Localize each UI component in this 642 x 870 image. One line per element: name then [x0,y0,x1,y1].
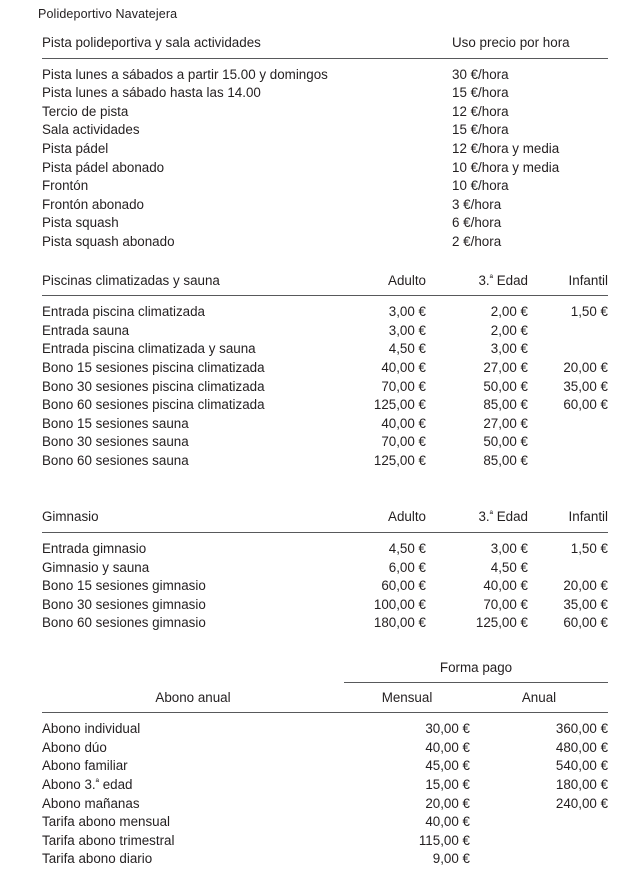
row-value [528,452,608,471]
row-value: 50,00 € [483,434,528,450]
section-divider [38,470,606,508]
row-label: Bono 60 sesiones piscina climatizada [42,397,265,413]
row-label: Pista lunes a sábado hasta las 14.00 [42,85,261,101]
table-row [42,850,608,869]
row-value: 125,00 € [373,452,426,468]
row-label: Gimnasio y sauna [42,559,150,575]
row-value: 115,00 € [418,832,470,848]
column-header-category: Pista polideportiva y sala actividades [42,34,452,58]
table-row [42,832,608,851]
row-value [528,559,608,578]
table-header-row [42,272,608,296]
row-value: 12 €/hora y media [452,140,560,156]
row-value: 480,00 € [555,739,609,755]
row-value: 3 €/hora [452,196,502,212]
table-row [42,58,608,84]
row-label: Abono mañanas [42,795,140,811]
column-header-category: Gimnasio [42,508,324,532]
table-body-piscinas [42,296,608,471]
row-label: Bono 30 sesiones piscina climatizada [42,378,265,394]
row-value: 15 €/hora [452,85,509,101]
column-header-category: Abono anual [42,682,344,713]
ordinal-superscript: ª [489,509,493,520]
row-value: 35,00 € [563,596,608,612]
row-value: 540,00 € [555,758,609,774]
row-value: 27,00 € [483,415,528,431]
ordinal-superscript: ª [95,777,99,788]
section-divider [38,633,606,659]
table-piscinas-sauna [42,272,608,471]
row-label: Entrada piscina climatizada [42,304,206,320]
table-row [42,433,608,452]
row-label: Pista squash [42,215,119,231]
table-group-header-row [42,659,608,682]
row-value: 20,00 € [563,359,608,375]
row-value: 27,00 € [483,359,528,375]
table-abono-anual [42,659,608,869]
row-value: 9,00 € [432,851,470,867]
row-value: 30,00 € [425,721,470,737]
table-row [42,296,608,322]
row-label: Tarifa abono mensual [42,814,171,830]
row-label: Entrada gimnasio [42,541,147,557]
row-value [470,813,608,832]
table-header-row [42,508,608,532]
column-header-anual: Anual [470,682,608,713]
table-row [42,84,608,103]
table-row [42,813,608,832]
row-label: Frontón [42,178,89,194]
table-row [42,415,608,434]
row-value: 20,00 € [563,578,608,594]
column-header-adulto: Adulto [324,508,426,532]
row-value: 40,00 € [483,578,528,594]
table-row [42,596,608,615]
column-header-adulto: Adulto [324,272,426,296]
row-value: 4,50 € [490,559,528,575]
row-value: 1,50 € [570,304,608,320]
table-row [42,577,608,596]
row-label: Tarifa abono diario [42,851,153,867]
row-value: 40,00 € [425,739,470,755]
row-label: Abono individual [42,721,141,737]
row-value: 70,00 € [381,434,426,450]
row-value: 2 €/hora [452,233,502,249]
row-value: 35,00 € [563,378,608,394]
row-value [528,415,608,434]
row-label: Pista pádel abonado [42,159,165,175]
ordinal-superscript: ª [489,272,493,283]
column-header-uso-precio: Uso precio por hora [452,34,608,58]
column-header-category: Piscinas climatizadas y sauna [42,272,324,296]
table-row [42,140,608,159]
row-value: 180,00 € [373,615,426,631]
row-value: 3,00 € [490,341,528,357]
row-label: Tarifa abono trimestral [42,832,175,848]
table-row [42,121,608,140]
table-row [42,177,608,196]
table-header-row [42,682,608,713]
row-value: 4,50 € [388,341,426,357]
row-value: 3,00 € [388,304,426,320]
table-row [42,196,608,215]
row-label: Bono 15 sesiones sauna [42,415,189,431]
row-value: 85,00 € [483,452,528,468]
section-divider [38,252,606,272]
table-row [42,214,608,233]
column-header-tercera-edad: 3.$^ª$ Edad [426,272,528,296]
row-value: 60,00 € [563,615,608,631]
row-value: 3,00 € [388,322,426,338]
row-label: Bono 15 sesiones piscina climatizada [42,359,265,375]
column-header-infantil: Infantil [528,272,608,296]
row-value: 85,00 € [483,397,528,413]
row-value: 30 €/hora [452,66,509,82]
table-pista-polideportiva [42,34,608,252]
row-label: Bono 60 sesiones gimnasio [42,615,206,631]
row-label: Bono 30 sesiones sauna [42,434,189,450]
group-header-forma-pago: Forma pago [344,659,608,682]
row-label: Bono 30 sesiones gimnasio [42,596,206,612]
row-value: 20,00 € [425,795,470,811]
table-row [42,103,608,122]
row-label: Abono dúo [42,739,107,755]
row-label: Entrada sauna [42,322,130,338]
row-label: Sala actividades [42,122,140,138]
row-value: 40,00 € [425,814,470,830]
row-label: Frontón abonado [42,196,144,212]
row-value: 2,00 € [490,322,528,338]
page-title: Polideportivo Navatejera [38,7,178,21]
row-label: Pista lunes a sábados a partir 15.00 y domingos [42,66,328,82]
column-header-infantil: Infantil [528,508,608,532]
row-value [470,832,608,851]
row-value: 40,00 € [381,415,426,431]
table-gimnasio [42,508,608,633]
row-value: 15 €/hora [452,122,509,138]
table-row [42,233,608,252]
column-header-tercera-edad: 3.$^ª$ Edad [426,508,528,532]
table-row [42,452,608,471]
row-value: 240,00 € [555,795,609,811]
column-header-mensual: Mensual [344,682,470,713]
table-row [42,396,608,415]
row-value: 70,00 € [381,378,426,394]
row-value: 6 €/hora [452,215,502,231]
table-row [42,776,608,795]
table-row [42,559,608,578]
row-label: Pista squash abonado [42,233,175,249]
table-row [42,159,608,178]
row-value: 45,00 € [425,758,470,774]
table-body-pista [42,58,608,251]
row-value: 50,00 € [483,378,528,394]
table-row [42,340,608,359]
row-value [470,850,608,869]
table-row [42,378,608,397]
table-row [42,713,608,739]
row-value: 360,00 € [555,721,609,737]
row-value: 1,50 € [570,541,608,557]
row-label: Pista pádel [42,140,109,156]
table-row [42,795,608,814]
row-value: 40,00 € [381,359,426,375]
row-label: Tercio de pista [42,103,129,119]
row-value: 4,50 € [388,541,426,557]
row-label: Entrada piscina climatizada y sauna [42,341,256,357]
row-value [528,433,608,452]
row-label: Bono 60 sesiones sauna [42,452,189,468]
row-value: 2,00 € [490,304,528,320]
row-label: Abono familiar [42,758,128,774]
row-value: 60,00 € [563,397,608,413]
row-label: Bono 15 sesiones gimnasio [42,578,206,594]
row-value: 10 €/hora y media [452,159,560,175]
row-value: 100,00 € [373,596,426,612]
table-row [42,533,608,559]
table-body-abono [42,713,608,869]
table-row [42,739,608,758]
table-row [42,322,608,341]
row-label: Abono 3.$^ª$ edad [42,777,133,792]
table-row [42,359,608,378]
row-value: 15,00 € [425,777,470,792]
row-value [528,340,608,359]
row-value: 12 €/hora [452,103,509,119]
table-header-row [42,34,608,58]
row-value: 70,00 € [483,596,528,612]
table-row [42,614,608,633]
row-value: 6,00 € [388,559,426,575]
row-value: 3,00 € [490,541,528,557]
table-row [42,757,608,776]
row-value: 60,00 € [381,578,426,594]
row-value: 125,00 € [373,397,426,413]
row-value: 125,00 € [475,615,528,631]
group-header-spacer [42,659,344,682]
table-body-gimnasio [42,533,608,633]
row-value: 10 €/hora [452,178,509,194]
row-value [528,322,608,341]
row-value: 180,00 € [555,777,609,792]
